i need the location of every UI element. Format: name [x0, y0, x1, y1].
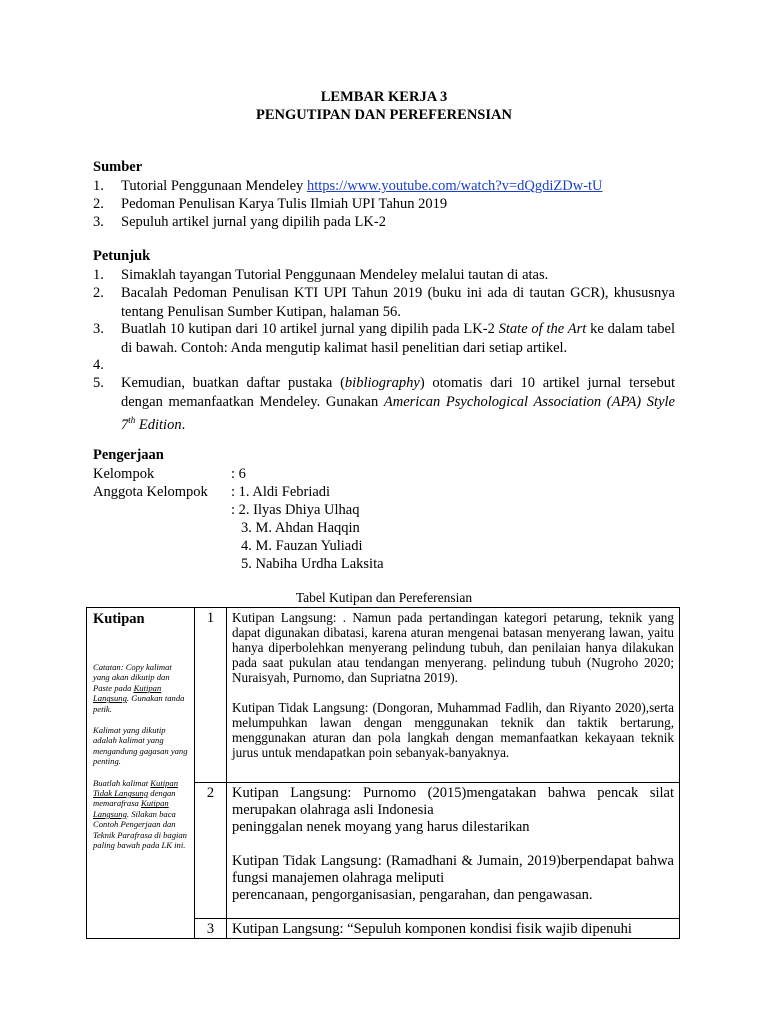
petunjuk-text: Simaklah tayangan Tutorial Penggunaan Mendeley melalui tautan di atas.: [121, 267, 549, 283]
petunjuk-text: [121, 374, 675, 434]
doc-subtitle: PENGUTIPAN DAN PEREFERENSIAN: [256, 107, 512, 123]
note-text: Catatan: Copy kalimat yang akan dikutip dan Paste pada: [93, 662, 172, 693]
superscript: th: [128, 415, 136, 425]
text-part: perencanaan, pengorganisasian, pengarahan, dan pengawasan.: [232, 887, 593, 903]
list-number: 3.: [93, 214, 104, 230]
note-copy-paste: [93, 662, 188, 714]
kutipan-langsung: Kutipan Langsung: “Sepuluh komponen kondisi fisik wajib dipenuhi: [232, 921, 632, 937]
table-row: [87, 608, 680, 783]
text-part: ke dalam tabel di bawah. Contoh: Anda mengutip kalimat hasil penelitian dari setiap artikel.: [121, 321, 675, 356]
sumber-item-1: [93, 177, 675, 196]
list-number: 3.: [93, 321, 104, 337]
list-number: 2.: [93, 196, 104, 212]
text-italic: American Psychological Association (APA) Style 7: [121, 393, 675, 433]
note-paraphrase: [93, 778, 188, 851]
text-part: .: [181, 416, 186, 433]
youtube-link[interactable]: https://www.youtube.com/watch?v=dQgdiZDw-tU: [306, 178, 603, 194]
kutipan-label: Kutipan: [93, 611, 145, 627]
text-part: peninggalan nenek moyang yang harus dilestarikan: [232, 819, 530, 835]
citation-cell: [227, 608, 680, 783]
petunjuk-heading: Petunjuk: [93, 248, 151, 264]
text-part: ) otomatis dari 10 artikel jurnal tersebut dengan memanfaatkan Mendeley. Gunakan: [121, 375, 676, 410]
note-underlined: Kutipan Tidak Langsung: [93, 777, 178, 799]
doc-title: LEMBAR KERJA 3: [320, 89, 448, 105]
list-number: 1.: [93, 267, 104, 283]
note-underlined: Kutipan Langsung: [93, 798, 169, 819]
sumber-text: Tutorial Penggunaan Mendeley: [121, 178, 307, 194]
citation-cell: [227, 783, 680, 919]
member-1: : 1. Aldi Febriadi: [231, 484, 331, 500]
text-italic: State of the Art: [498, 321, 587, 337]
kelompok-label: Kelompok: [93, 466, 155, 482]
note-important: Kalimat yang dikutip adalah kalimat yang mengandung gagasan yang penting.: [93, 725, 188, 767]
list-number: 1.: [93, 178, 104, 194]
note-text: Buatlah kalimat: [93, 777, 151, 788]
petunjuk-item-1: [93, 266, 675, 285]
list-number: 2.: [93, 285, 104, 301]
sumber-item-3: [93, 213, 675, 232]
text-part: Kutipan Tidak Langsung: (Ramadhani & Jumain, 2019)berpendapat bahwa fungsi manajemen olahraga meliputi: [232, 853, 674, 886]
petunjuk-text: Bacalah Pedoman Penulisan KTI UPI Tahun 2019 (buku ini ada di tautan GCR), khususnya tentang Penulisan Sumber Kutipan, halaman 56.: [121, 285, 675, 320]
text-part: Kutipan Langsung: Purnomo (2015)mengatakan bahwa pencak silat merupakan olahraga asli Indonesia: [232, 785, 674, 818]
row-number: 2: [195, 783, 227, 919]
note-text: . Silakan baca Contoh Pengerjaan dan Teknik Parafrasa di bagian paling bawah pada LK ini.: [93, 808, 187, 851]
sumber-text: Pedoman Penulisan Karya Tulis Ilmiah UPI Tahun 2019: [121, 196, 448, 212]
sumber-item-2: [93, 195, 675, 214]
member-2: : 2. Ilyas Dhiya Ulhaq: [231, 502, 360, 518]
petunjuk-item-3: [93, 320, 675, 357]
text-italic: bibliography: [344, 375, 420, 391]
text-italic: Edition: [135, 416, 182, 433]
note-text: dengan memarafrasa: [93, 788, 176, 809]
kutipan-langsung: Kutipan Langsung: . Namun pada pertandingan kategori petarung, teknik yang dapat digunakan dibatasi, karena aturan mengenai batasan menyerang lawan, yaitu hanya diperbolehkan menyerang pelindung tubuh, dan penilaian hanya dilakukan pada saat pukulan atau tendangan menyerang. pelindung tubuh (Nugroho 2020; Nuraisyah, Purnomo, dan Supriatna 2019).: [232, 610, 674, 685]
pengerjaan-heading: Pengerjaan: [93, 447, 164, 463]
text-part: Kemudian, buatkan daftar pustaka (: [121, 375, 345, 391]
petunjuk-item-5: [93, 374, 675, 434]
member-3: 3. M. Ahdan Haqqin: [241, 520, 360, 536]
anggota-label: Anggota Kelompok: [93, 484, 208, 500]
kutipan-langsung: [232, 785, 674, 836]
list-number: 4.: [93, 357, 104, 373]
table-caption: Tabel Kutipan dan Pereferensian: [295, 590, 473, 605]
member-5: 5. Nabiha Urdha Laksita: [241, 556, 384, 572]
petunjuk-text: [121, 320, 675, 357]
text-part: Buatlah 10 kutipan dari 10 artikel jurnal yang dipilih pada LK-2: [121, 321, 499, 337]
citation-cell: [227, 919, 680, 939]
kutipan-label-cell: [87, 608, 195, 939]
member-4: 4. M. Fauzan Yuliadi: [241, 538, 363, 554]
kutipan-tidak-langsung: [232, 853, 674, 904]
kutipan-table: [86, 607, 680, 939]
sumber-heading: Sumber: [93, 159, 143, 175]
sumber-text: Sepuluh artikel jurnal yang dipilih pada LK-2: [121, 214, 386, 230]
note-underlined: Kutipan Langsung: [93, 682, 162, 704]
row-number: 3: [195, 919, 227, 939]
kutipan-tidak-langsung: Kutipan Tidak Langsung: (Dongoran, Muhammad Fadlih, dan Riyanto 2020),serta melumpuhkan lawan dengan menggunakan teknik dan taktik bertarung, menggunakan aturan dan pola langkah dengan memanfaatkan kekayaan teknik jurus untuk mendapatkan poin sebanyak-banyaknya.: [232, 700, 674, 760]
row-number: 1: [195, 608, 227, 783]
kelompok-value: : 6: [231, 466, 246, 482]
petunjuk-item-2: [93, 284, 675, 321]
note-text: . Gunakan tanda petik.: [93, 693, 185, 714]
list-number: 5.: [93, 375, 104, 391]
